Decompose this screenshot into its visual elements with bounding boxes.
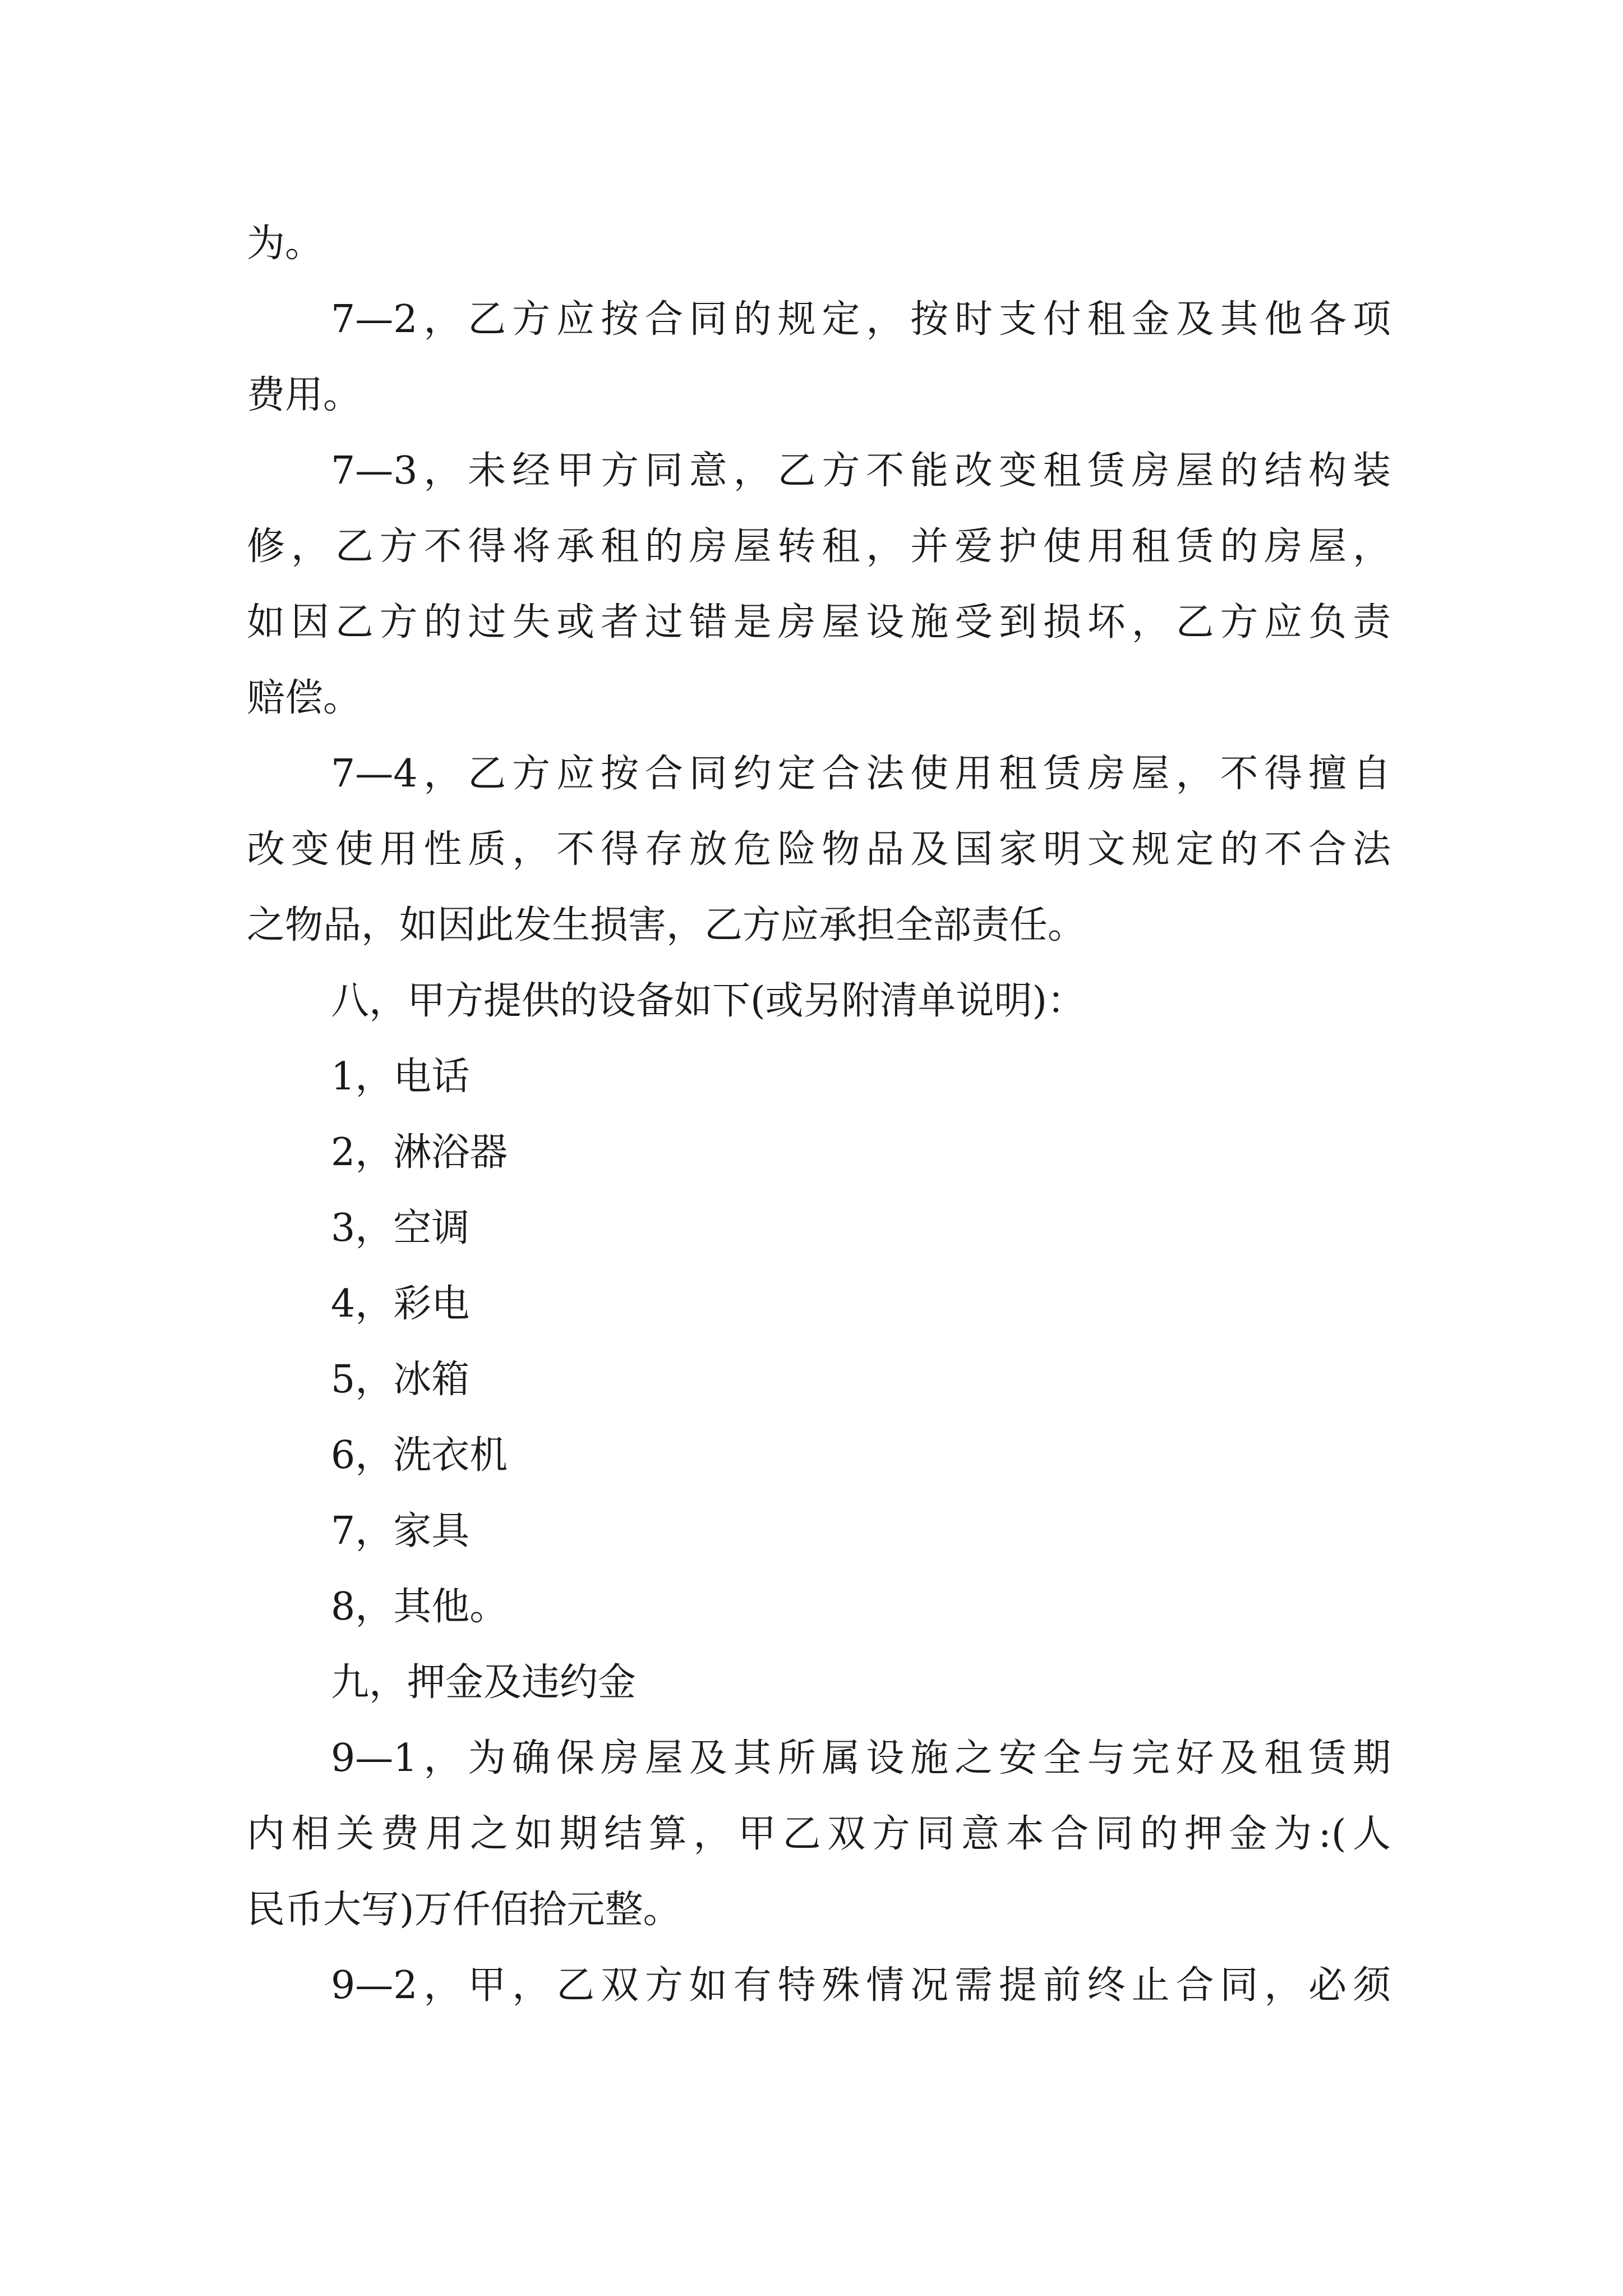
text-line: 7—3，未经甲方同意，乙方不能改变租赁房屋的结构装 xyxy=(331,449,1391,493)
text-line: 7—4，乙方应按合同约定合法使用租赁房屋，不得擅自 xyxy=(331,752,1391,796)
text-line: 如因乙方的过失或者过错是房屋设施受到损坏，乙方应负责 xyxy=(247,600,1391,645)
text-line: 9—2，甲，乙双方如有特殊情况需提前终止合同，必须 xyxy=(331,1963,1391,2008)
text-line: 内相关费用之如期结算，甲乙双方同意本合同的押金为:(人 xyxy=(247,1812,1391,1856)
text-line: 7—2，乙方应按合同的规定，按时支付租金及其他各项 xyxy=(331,297,1391,342)
section-heading: 九，押金及违约金 xyxy=(331,1660,637,1705)
list-item: 2，淋浴器 xyxy=(331,1130,508,1175)
text-line: 赔偿。 xyxy=(247,676,362,720)
list-item: 4，彩电 xyxy=(331,1282,470,1326)
text-line: 民币大写)万仟佰拾元整。 xyxy=(247,1888,681,1932)
text-line: 费用。 xyxy=(247,373,362,417)
text-line: 改变使用性质，不得存放危险物品及国家明文规定的不合法 xyxy=(247,827,1391,872)
text-line: 修，乙方不得将承租的房屋转租，并爱护使用租赁的房屋， xyxy=(247,524,1391,569)
section-heading: 八，甲方提供的设备如下(或另附清单说明)： xyxy=(331,979,1086,1023)
list-item: 1，电话 xyxy=(331,1055,470,1099)
text-line: 为。 xyxy=(247,222,324,266)
list-item: 5，冰箱 xyxy=(331,1358,470,1402)
list-item: 7，家具 xyxy=(331,1509,470,1553)
list-item: 3，空调 xyxy=(331,1206,470,1250)
text-line: 之物品，如因此发生损害，乙方应承担全部责任。 xyxy=(247,903,1086,947)
list-item: 6，洗衣机 xyxy=(331,1433,508,1478)
list-item: 8，其他。 xyxy=(331,1585,508,1629)
text-line: 9—1，为确保房屋及其所属设施之安全与完好及租赁期 xyxy=(331,1736,1391,1780)
